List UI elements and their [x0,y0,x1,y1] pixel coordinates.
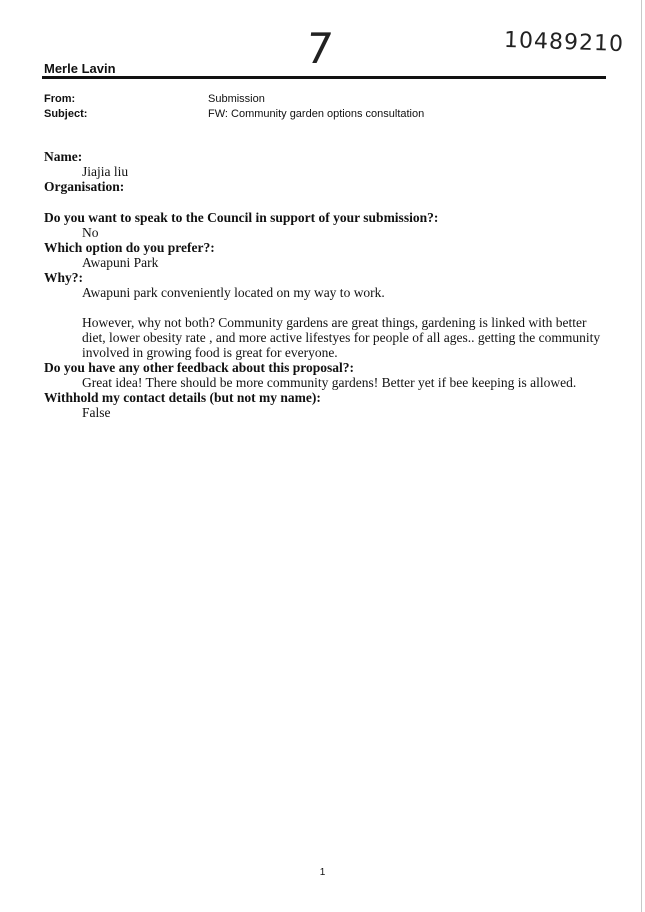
from-label: From: [44,93,76,105]
organisation-label: Organisation: [44,179,125,194]
name-label: Name: [44,149,83,164]
speak-answer: No [82,225,99,240]
option-answer: Awapuni Park [82,255,159,270]
name-value: Jiajia liu [82,164,129,179]
withhold-answer: False [82,405,111,420]
from-value: Submission [208,93,265,105]
author-name: Merle Lavin [44,61,116,76]
feedback-question: Do you have any other feedback about this proposal?: [44,360,355,375]
why-answer-paragraph: However, why not both? Community gardens are great things, gardening is linked with better diet, lower obesity rate , and more active lifestyes for people of all ages.. getting the community involved in growing food is great for everyone. [82,315,601,360]
subject-value: FW: Community garden options consultation [208,108,425,120]
why-answer-line: Awapuni park conveniently located on my way to work. [82,285,385,300]
subject-label: Subject: [44,108,88,120]
why-question: Why?: [44,270,84,285]
feedback-answer: Great idea! There should be more community gardens! Better yet if bee keeping is allowed. [82,375,577,390]
withhold-question: Withhold my contact details (but not my name): [44,390,321,405]
page-edge [641,0,642,912]
option-question: Which option do you prefer?: [44,240,215,255]
page-number: 1 [319,867,326,878]
handwritten-document-number: 10489210 [503,27,625,58]
speak-question: Do you want to speak to the Council in support of your submission?: [44,210,439,225]
header-rule [42,76,606,79]
handwritten-mark: 7 [303,24,336,73]
